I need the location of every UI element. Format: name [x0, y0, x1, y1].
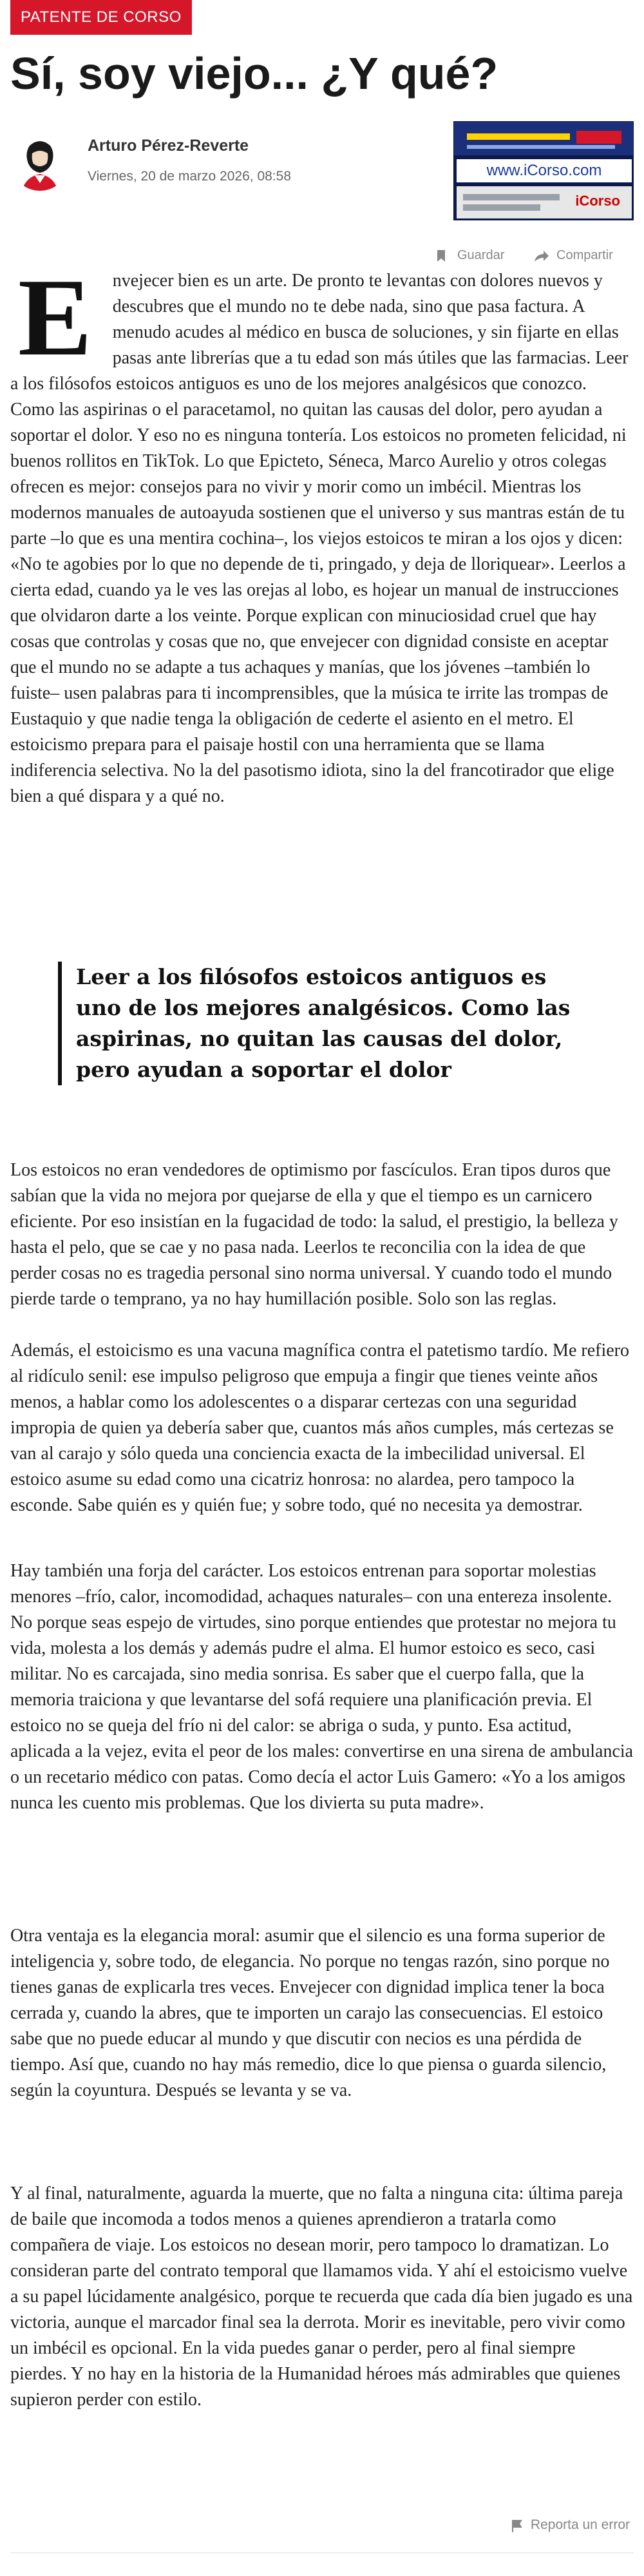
article-title: Sí, soy viejo... ¿Y qué? — [10, 48, 498, 99]
report-error-label: Reporta un error — [530, 2517, 630, 2532]
divider — [10, 2552, 634, 2553]
ad-banner-stripe — [463, 194, 560, 200]
article-paragraph: Además, el estoicismo es una vacuna magnífica contra el patetismo tardío. Me refiero al ridículo senil: ese impulso peligroso que empuja a fingir que tienes veinte años menos, a hablar como los adolescentes o a disparar certezas con una seguridad impropia de quien ya debería saber que, cuantos más años cumples, más certezas se van al carajo y sólo queda una conciencia exacta de la imbecilidad universal. El estoico asume su edad como una cicatriz honrosa: no alardea, pero tampoco la esconde. Sabe quién es y quién fue; y sobre todo, qué no necesita ya demostrar. — [10, 1341, 629, 1515]
author-name[interactable]: Arturo Pérez-Reverte — [88, 137, 249, 155]
ad-banner[interactable] — [453, 121, 634, 220]
save-label: Guardar — [457, 248, 505, 262]
ad-banner-stripe — [467, 145, 615, 149]
article-paragraph: Hay también una forja del carácter. Los estoicos entrenan para soportar molestias menores –frío, calor, incomodidad, achaques naturales– con una entereza insolente. No porque seas espejo de virtudes, sino porque entiendes que protestar no mejora tu vida, molesta a los demás y además pudre el alma. El humor estoico es seco, casi militar. No es carcajada, sino media sonrisa. Es saber que el cuerpo falla, que la memoria traiciona y que levantarse del sofá requiere una planificación previa. El estoico no se queja del frío ni del calor: se abriga o suda, y punto. Esa actitud, aplicada a la vejez, evita el peor de los males: convertirse en una sirena de ambulancia o un recetario médico con patas. Como decía el actor Luis Gamero: «Yo a los amigos nunca les cuento mis problemas. Que los divierta su puta madre». — [10, 1561, 634, 1813]
author-caricature-icon — [10, 131, 70, 191]
article-paragraph: Los estoicos no eran vendedores de optimismo por fascículos. Eran tipos duros que sabían que la vida no mejora por quejarse de ella y que el tiempo es un carnicero eficiente. Por eso insistían en la fugacidad de todo: la salud, el prestigio, la belleza y hasta el pelo, que se cae y no pasa nada. Leerlos te reconcilia con la idea de que perder cosas no es tragedia personal sino norma universal. Y cuando todo el mundo pierde tarde o temprano, ya no hay humillación posible. Solo son las reglas. — [10, 1160, 618, 1309]
share-arrow-icon — [533, 249, 550, 263]
ad-banner-brand: iCorso — [575, 193, 620, 209]
author-row — [10, 121, 634, 218]
report-error-link[interactable] — [510, 2512, 630, 2538]
ad-banner-url[interactable]: www.iCorso.com — [486, 162, 602, 179]
flag-icon — [510, 2519, 524, 2533]
article-paragraph — [10, 257, 634, 809]
article-paragraph: Y al final, naturalmente, aguarda la muerte, que no falta a ninguna cita: última pareja de baile que incomoda a todos menos a quienes aprendieron a tratarla como compañera de viaje. Los estoicos no desean morir, pero tampoco lo dramatizan. Lo consideran parte del contrato temporal que llamamos vida. Y ahí el estoicismo vuelve a su papel lúcidamente analgésico, porque te recuerda que cada día bien jugado es una victoria, aunque el marcador final sea la derrota. Morir es inevitable, pero vivir como un imbécil es opcional. En la vida puedes ganar o perder, pero al final siempre pierdes. Y no hay en la historia de la Humanidad héroes más admirables que quienes supieron perder con estilo. — [10, 2184, 633, 2410]
ad-banner-stripe — [467, 133, 570, 140]
article-paragraph: Otra ventaja es la elegancia moral: asumir que el silencio es una forma superior de inteligencia y, sobre todo, de elegancia. No porque no tengas razón, sino porque no tienes ganas de explicarla tres veces. Envejecer con dignidad implica tener la boca cerrada y, cuando la abres, que te importen un carajo las consecuencias. El estoico sabe que no puede educar al mundo y que discutir con necios es una pérdida de tiempo. Así que, cuando no hay más remedio, dice lo que piensa o guarda silencio, según la coyuntura. Después se levanta y se va. — [10, 1926, 610, 2100]
bookmark-icon — [434, 249, 448, 263]
drop-cap: E — [18, 257, 92, 379]
ad-banner-stripe — [576, 131, 621, 144]
share-label: Compartir — [556, 248, 613, 262]
paragraph-text: nvejecer bien es un arte. De pronto te levantas con dolores nuevos y descubres que el mundo no te debe nada, sino que pasa factura. A menudo acudes al médico en busca de soluciones, y sin fijarte en ellas pasas ante librerías que a tu edad son más útiles que las farmacias. Leer a los filósofos estoicos antiguos es uno de los mejores analgésicos que conozco. Como las aspirinas o el paracetamol, no quitan las causas del dolor, pero ayudan a soportar el dolor. Y eso no es ninguna tontería. Los estoicos no prometen felicidad, ni buenos rollitos en TikTok. Lo que Epicteto, Séneca, Marco Aurelio y otros colegas ofrecen es mejor: consejos para no vivir y morir como un imbécil. Mientras los modernos manuales de autoayuda sostienen que el universo y sus mantras están de tu parte –lo que es una mentira cochina–, los viejos estoicos te miran a los ojos y dicen: «No te agobies por lo que no depende de ti, pringado, y deja de lloriquear». Leerlos a cierta edad, cuando ya le ves las orejas al lobo, es hojear un manual de instrucciones que olvidaron darte a los veinte. Porque explican con minuciosidad cruel que hay cosas que controlas y cosas que no, que envejecer con dignidad consiste en aceptar que el mundo no se adapte a tus achaques y manías, que los jóvenes –también lo fuiste– usen palabras para ti incomprensibles, que la música te irrite las trompas de Eustaquio y que nadie tenga la obligación de cederte el asiento en el metro. El estoicismo prepara para el paisaje hostil con una herramienta que se llama indiferencia selectiva. No la del pasotismo idiota, sino la del francotirador que elige bien a qué dispara y a qué no. — [10, 271, 629, 806]
publish-date: Viernes, 20 de marzo 2026, 08:58 — [88, 169, 291, 184]
section-tag[interactable]: PATENTE DE CORSO — [10, 0, 192, 35]
author-avatar[interactable] — [10, 131, 70, 191]
article-actions — [434, 242, 634, 268]
pull-quote: Leer a los filósofos estoicos antiguos es uno de los mejores analgésicos. Como las aspirinas, no quitan las causas del dolor, pero ayudan a soportar el dolor — [58, 962, 591, 1085]
ad-banner-stripe — [463, 204, 540, 211]
